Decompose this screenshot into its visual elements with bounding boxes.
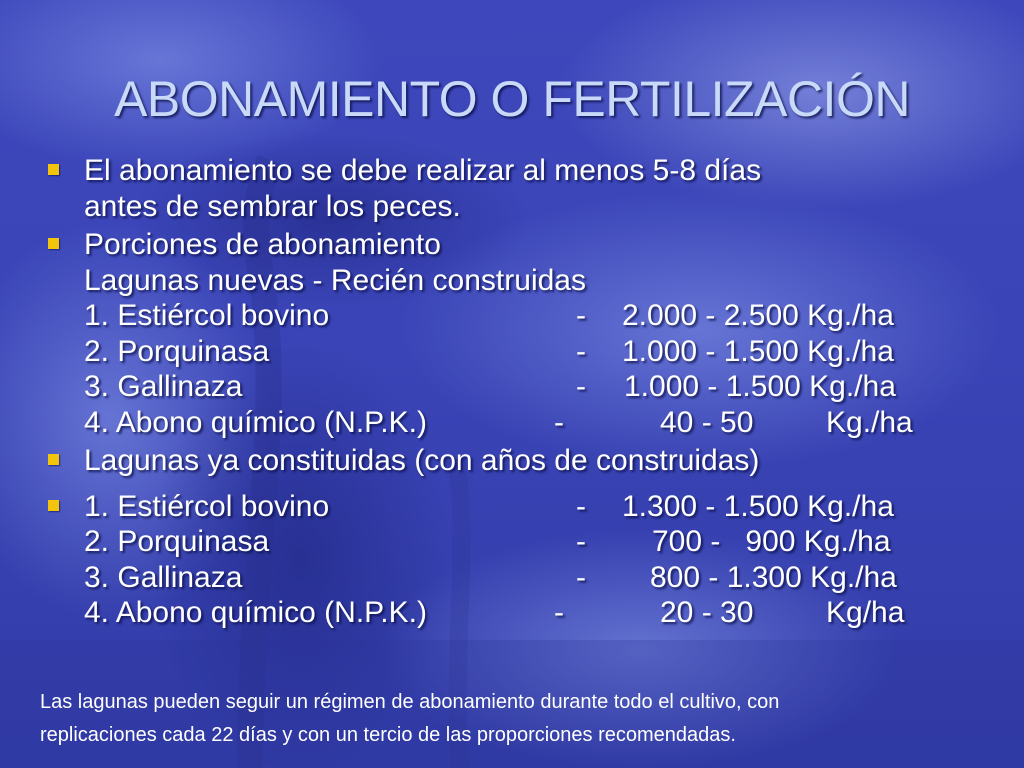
footnote-line: replicaciones cada 22 días y con un tercio de las proporciones recomendadas. xyxy=(40,724,736,746)
dosage-range: 1.000 - 1.500 Kg./ha xyxy=(622,334,894,368)
row-dash: - xyxy=(576,370,586,403)
fertilizer-name: 3. Gallinaza xyxy=(84,560,243,594)
square-bullet-icon xyxy=(48,238,59,249)
bullet-text-line: antes de sembrar los peces. xyxy=(84,189,461,223)
row-dash: - xyxy=(576,489,586,523)
dosage-row xyxy=(84,405,1004,441)
dosage-row xyxy=(84,560,1004,596)
dosage-range: 2.000 - 2.500 Kg./ha xyxy=(622,299,894,332)
row-dash: - xyxy=(576,560,586,594)
dosage-range: 700 - 900 Kg./ha xyxy=(652,525,891,558)
bullet-list xyxy=(44,153,1004,631)
fertilizer-name: 3. Gallinaza xyxy=(84,370,243,403)
bullet-text-line: El abonamiento se debe realizar al menos 5-8 días xyxy=(84,154,762,187)
dosage-range: 800 - 1.300 Kg./ha xyxy=(650,560,897,594)
dosage-unit: Kg/ha xyxy=(826,596,905,629)
fertilizer-name: 4. Abono químico (N.P.K.) xyxy=(84,405,427,439)
square-bullet-icon xyxy=(48,500,59,511)
fertilizer-name: 4. Abono químico (N.P.K.) xyxy=(84,596,427,629)
dosage-range: 1.000 - 1.500 Kg./ha xyxy=(624,370,896,403)
square-bullet-icon xyxy=(48,164,59,175)
dosage-unit: Kg./ha xyxy=(826,405,913,439)
dosage-range: 40 - 50 xyxy=(660,405,754,439)
bullet-item-timing xyxy=(44,153,1004,224)
row-dash: - xyxy=(554,405,564,439)
bullet-item-established-ponds xyxy=(44,443,1004,479)
slide-title: ABONAMIENTO O FERTILIZACIÓN xyxy=(114,71,910,127)
bullet-text-line: Porciones de abonamiento xyxy=(84,228,441,261)
bullet-subheading: Lagunas nuevas - Recién construidas xyxy=(84,263,586,297)
bullet-item-established-dosages xyxy=(44,489,1004,631)
row-dash: - xyxy=(576,334,586,368)
fertilizer-name: 1. Estiércol bovino xyxy=(84,299,330,332)
dosage-row xyxy=(84,595,1004,631)
row-dash: - xyxy=(554,596,564,629)
fertilizer-name: 2. Porquinasa xyxy=(84,334,270,368)
square-bullet-icon xyxy=(48,454,59,465)
bullet-text-line: Lagunas ya constituidas (con años de construidas) xyxy=(84,444,760,477)
dosage-row xyxy=(84,489,1004,525)
dosage-range: 1.300 - 1.500 Kg./ha xyxy=(622,489,894,523)
dosage-row xyxy=(84,524,1004,560)
dosage-row xyxy=(84,334,1004,370)
row-dash: - xyxy=(576,525,586,558)
row-dash: - xyxy=(576,299,586,332)
dosage-range: 20 - 30 xyxy=(660,596,754,629)
dosage-row xyxy=(84,369,1004,405)
bullet-item-new-ponds xyxy=(44,227,1004,440)
fertilizer-name: 1. Estiércol bovino xyxy=(84,489,330,523)
footnote xyxy=(40,686,1010,752)
dosage-row xyxy=(84,298,1004,334)
fertilizer-name: 2. Porquinasa xyxy=(84,525,270,558)
footnote-line: Las lagunas pueden seguir un régimen de abonamiento durante todo el cultivo, con xyxy=(40,691,780,713)
